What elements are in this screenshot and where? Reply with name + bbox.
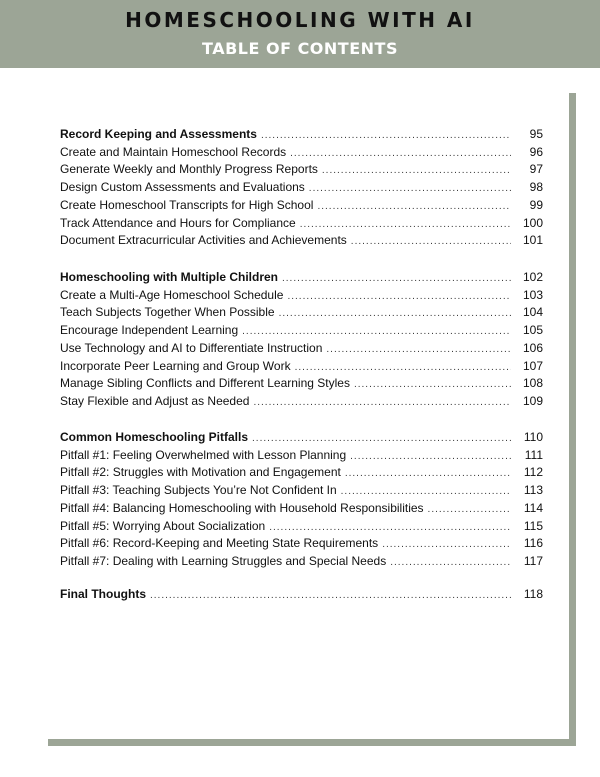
toc-entry-label: Pitfall #2: Struggles with Motivation and Engagement [60,465,341,480]
toc-page-number: 95 [529,127,543,141]
toc-leader-dots [290,148,511,159]
toc-page-number: 105 [522,323,543,338]
toc-entry [60,536,543,554]
toc-page-number: 101 [522,233,543,248]
toc-page-number: 97 [529,162,543,177]
toc-entry [60,341,543,359]
toc-section-heading [60,430,543,448]
toc-leader-dots [300,219,511,230]
toc-page-number: 109 [522,393,543,408]
toc-entry [60,233,543,251]
toc-entry [60,376,543,394]
toc-page-number: 106 [522,340,543,355]
toc-entry [60,162,543,180]
toc-entry [60,519,543,537]
toc-leader-dots [309,183,511,194]
toc-entry-label: Pitfall #5: Worrying About Socialization [60,518,266,533]
toc-entry [60,554,543,572]
toc-leader-dots [242,326,511,337]
toc-entry [60,180,543,198]
toc-page-number: 100 [522,215,543,230]
document-subtitle: TABLE OF CONTENTS [202,39,398,58]
toc-page-number: 103 [522,287,543,302]
toc-entry [60,448,543,466]
toc-entry-label: Track Attendance and Hours for Compliance [60,215,296,230]
toc-entry [60,359,543,377]
toc-page-number: 115 [523,518,543,533]
toc-section-title: Final Thoughts [60,587,146,601]
toc-entry-label: Manage Sibling Conflicts and Different Learning Styles [60,376,350,391]
toc-section-heading [60,587,543,605]
toc-entry [60,483,543,501]
toc-leader-dots [317,201,511,212]
toc-leader-dots [282,273,511,284]
toc-entry-label: Create and Maintain Homeschool Records [60,144,287,159]
toc-page-number: 104 [522,305,543,320]
toc-page-number: 96 [529,144,543,159]
toc-page-number: 112 [523,465,543,480]
toc-entry-label: Stay Flexible and Adjust as Needed [60,393,250,408]
toc-leader-dots [326,344,511,355]
toc-page-number: 111 [524,447,543,462]
toc-entry [60,501,543,519]
toc-leader-dots [322,165,511,176]
toc-page-number: 110 [523,430,543,444]
toc-entry [60,394,543,412]
toc-page-number: 118 [523,587,543,601]
document-title: HOMESCHOOLING WITH AI [125,8,475,32]
toc-leader-dots [354,379,511,390]
toc-section-title: Homeschooling with Multiple Children [60,270,278,284]
toc-entry-label: Pitfall #1: Feeling Overwhelmed with Lesson Planning [60,447,347,462]
toc-entry-label: Design Custom Assessments and Evaluations [60,180,305,195]
toc-section-title: Common Homeschooling Pitfalls [60,430,249,444]
toc-entry-label: Pitfall #6: Record-Keeping and Meeting State Requirements [60,536,379,551]
toc-entry-label: Create a Multi-Age Homeschool Schedule [60,287,284,302]
toc-entry [60,198,543,216]
toc-leader-dots [253,397,511,408]
toc-leader-dots [341,486,511,497]
toc-page-number: 116 [523,536,543,551]
toc-entry-label: Use Technology and AI to Differentiate Instruction [60,340,323,355]
toc-entry-label: Incorporate Peer Learning and Group Work [60,358,291,373]
toc-page-number: 108 [522,376,543,391]
toc-leader-dots [252,433,511,444]
toc-entry [60,305,543,323]
toc-entry-label: Pitfall #3: Teaching Subjects You’re Not Confident In [60,483,337,498]
toc-section-heading [60,270,543,288]
toc-leader-dots [350,451,511,462]
toc-entry-label: Encourage Independent Learning [60,323,239,338]
toc-page-number: 114 [523,500,543,515]
toc-entry [60,465,543,483]
toc-page-number: 113 [523,483,543,498]
toc-page-number: 107 [522,358,543,373]
toc-entry-label: Teach Subjects Together When Possible [60,305,275,320]
toc-page-number: 102 [522,270,543,284]
toc-section-heading [60,127,543,145]
toc-page-number: 99 [529,197,543,212]
toc-leader-dots [295,362,511,373]
toc-leader-dots [390,557,511,568]
toc-entry-label: Pitfall #7: Dealing with Learning Struggles and Special Needs [60,553,387,568]
toc-leader-dots [261,130,511,141]
toc-leader-dots [351,236,511,247]
toc-leader-dots [150,590,511,601]
toc-entry [60,323,543,341]
toc-entry [60,216,543,234]
toc-leader-dots [287,291,511,302]
toc-page-number: 98 [529,180,543,195]
toc-entry-label: Generate Weekly and Monthly Progress Reports [60,162,318,177]
toc-entry-label: Document Extracurricular Activities and Achievements [60,233,347,248]
toc-leader-dots [269,522,511,533]
toc-leader-dots [345,468,511,479]
toc-page-number: 117 [523,553,543,568]
toc-leader-dots [428,504,511,515]
toc-entry [60,288,543,306]
toc-entry-label: Create Homeschool Transcripts for High School [60,197,314,212]
toc-entry-label: Pitfall #4: Balancing Homeschooling with Household Responsibilities [60,500,424,515]
toc-leader-dots [382,539,511,550]
toc-entry [60,145,543,163]
toc-leader-dots [279,308,511,319]
toc-section-title: Record Keeping and Assessments [60,127,257,141]
